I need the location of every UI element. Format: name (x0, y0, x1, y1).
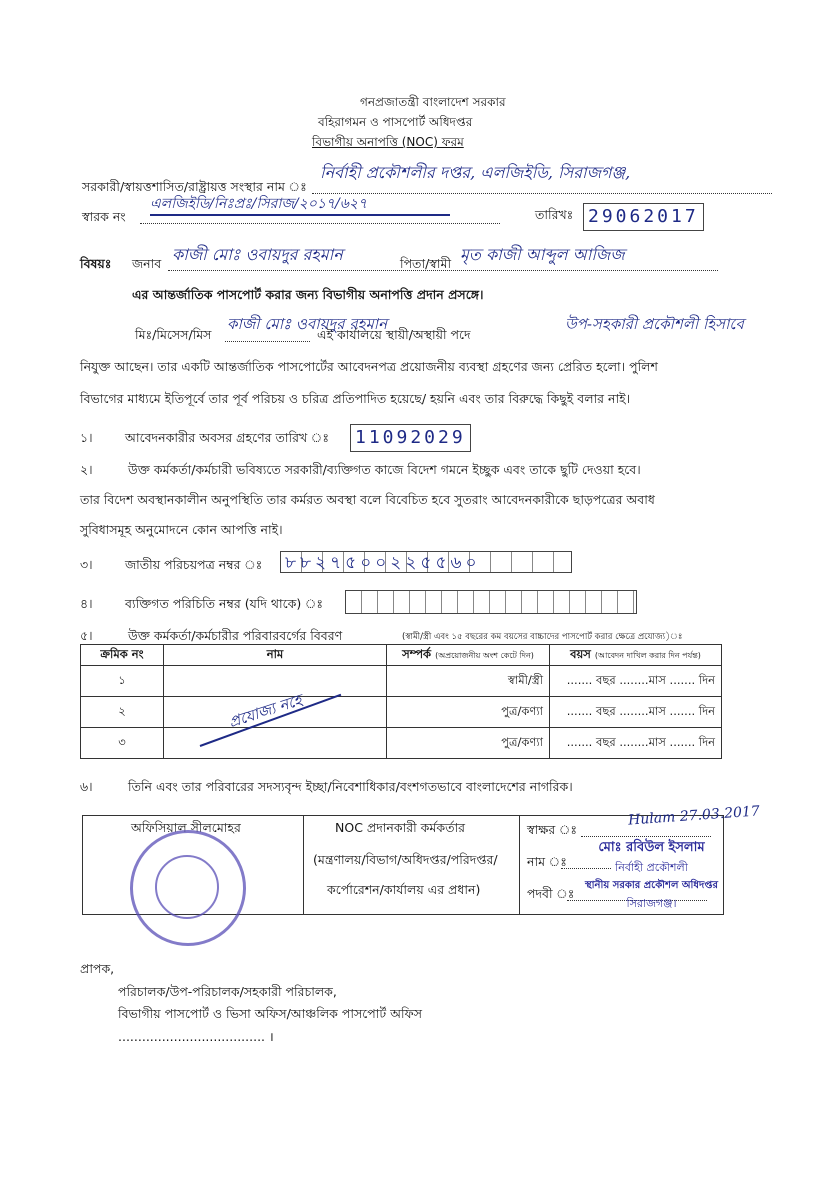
th-relation (387, 645, 550, 666)
row-serial: ১ (81, 666, 164, 697)
table-row (81, 666, 722, 697)
item2-line2: তার বিদেশ অবস্থানকালীন অনুপস্থিতি তার কর্মরত অবস্থা বলে বিবেচিত হবে সুতরাং আবেদনকারীকে ছাড়পত্রের অবাধ (80, 492, 655, 507)
th-age (550, 645, 722, 666)
sign-label: স্বাক্ষর ঃ (527, 822, 578, 837)
org-label: সরকারী/স্বায়ত্তশাসিত/রাষ্ট্রায়ত্ত সংস্থার নাম ঃ (82, 179, 307, 194)
item5-note: (স্বামী/স্ত্রী এবং ১৫ বছরের কম বয়সের বাচ্চাদের পাসপোর্ট করার ক্ষেত্রে প্রযোজ্য)ঃ (402, 632, 683, 642)
item4-num: ৪। (80, 596, 93, 611)
stamp-name: মোঃ রবিউল ইসলাম (598, 840, 705, 855)
row-age: ....... বছর ........মাস ....... দিন (550, 666, 722, 697)
pin-boxes (345, 590, 637, 614)
recipient-line2: বিভাগীয় পাসপোর্ট ও ভিসা অফিস/আঞ্চলিক পাসপোর্ট অফিস (118, 1006, 422, 1021)
item2-line3: সুবিধাসমূহ অনুমোদনে কোন আপত্তি নাই। (80, 522, 283, 537)
memo-dots (140, 223, 500, 224)
th-serial: ক্রমিক নং (81, 645, 164, 666)
row-serial: ৩ (81, 728, 164, 759)
item6-text: তিনি এবং তার পরিবারের সদস্যবৃন্দ ইচ্ছা/নিবেশাধিকার/বংশগতভাবে বাংলাদেশের নাগরিক। (128, 779, 573, 794)
noc-l3: কর্পোরেশন/কার্যালয় এর প্রধান) (327, 882, 481, 897)
subject-parent-label: পিতা/স্বামী (400, 256, 452, 271)
para1-line2: নিযুক্ত আছেন। তার একটি আন্তর্জাতিক পাসপোর্টের আবেদনপত্র প্রয়োজনীয় ব্যবস্থা গ্রহণের জন্য প্রেরিত হলো। পুলিশ (80, 359, 658, 374)
recipient-line1: পরিচালক/উপ-পরিচালক/সহকারী পরিচালক, (118, 984, 337, 999)
table-row (81, 728, 722, 759)
para1-name-dots (225, 341, 310, 342)
item3-label: জাতীয় পরিচয়পত্র নম্বর ঃ (125, 557, 263, 572)
th-age-label: বয়স (570, 646, 591, 661)
official-div2 (519, 816, 520, 914)
row-relation: পুত্র/কণ্যা (387, 728, 550, 759)
row-name (164, 728, 387, 759)
seal-label: অফিসিয়াল সীলমোহর (131, 820, 241, 835)
noc-l1: NOC প্রদানকারী কর্মকর্তার (335, 820, 465, 835)
stamp-loc: সিরাজগঞ্জ। (626, 897, 677, 910)
para1-mid: এই কার্যালয়ে স্থায়ী/অস্থায়ী পদে (317, 327, 471, 342)
recipient-label: প্রাপক, (80, 961, 115, 976)
row-serial: ২ (81, 697, 164, 728)
item3-num: ৩। (80, 557, 93, 572)
item1-num: ১। (80, 430, 93, 445)
seal-inner (155, 855, 219, 919)
item1-label: আবেদনকারীর অবসর গ্রহণের তারিখ ঃ (125, 430, 330, 445)
para1-post: উপ-সহকারী প্রকৌশলী হিসাবে (565, 315, 744, 333)
item5-label: উক্ত কর্মকর্তা/কর্মচারীর পরিবারবর্গের বিবরণ (128, 628, 343, 643)
para1-line3: বিভাগের মাধ্যমে ইতিপূর্বে তার পূর্ব পরিচয় ও চরিত্র প্রতিপাদিত হয়েছে/ হয়নি এবং তার বিরুদ্ধে কিছুই বলার নাই। (80, 391, 631, 406)
name-label: নাম ঃ (527, 854, 567, 869)
subject-line2: এর আন্তর্জাতিক পাসপোর্ট করার জন্য বিভাগীয় অনাপত্তি প্রদান প্রসঙ্গে। (132, 287, 484, 302)
sign-dots (581, 836, 711, 837)
official-div1 (303, 816, 304, 914)
para1-prefix: মিঃ/মিসেস/মিস (135, 327, 212, 342)
table-row (81, 697, 722, 728)
para1-name: কাজী মোঃ ওবায়দুর রহমান (227, 315, 388, 333)
officer-stamp (585, 838, 718, 914)
item5-num: ৫। (80, 628, 93, 643)
row-name (164, 666, 387, 697)
header-line2: বহিরাগমন ও পাসপোর্ট অধিদপ্তর (318, 115, 473, 129)
date-label: তারিখঃ (535, 207, 574, 222)
item2-line1: উক্ত কর্মকর্তা/কর্মচারী ভবিষ্যতে সরকারী/ব্যক্তিগত কাজে বিদেশ গমনে ইচ্ছুক এবং তাকে ছুটি দেওয়া হবে। (128, 462, 641, 477)
form-title: বিভাগীয় অনাপত্তি (NOC) ফরম (312, 135, 464, 149)
official-seal (130, 830, 246, 946)
date-value: 29062017 (583, 203, 704, 231)
row-relation: স্বামী/স্ত্রী (387, 666, 550, 697)
family-table (80, 644, 722, 759)
stamp-org: স্থানীয় সরকার প্রকৌশল অধিদপ্তর (585, 880, 718, 891)
stamp-post: নির্বাহী প্রকৌশলী (615, 861, 688, 874)
subject-parent: মৃত কাজী আব্দুল আজিজ (460, 245, 625, 264)
signature: Hulam 27.03.2017 (627, 803, 761, 829)
row-age: ....... বছর ........মাস ....... দিন (550, 697, 722, 728)
th-relation-note: (অপ্রয়োজনীয় অংশ কেটে দিন) (435, 650, 534, 660)
memo-value: এলজিইডি/নিঃপ্রঃ/সিরাজ/২০১৭/৬২৭ (150, 196, 368, 212)
memo-strike (150, 214, 450, 216)
subject-label: বিষয়ঃ (80, 256, 112, 271)
item2-num: ২। (80, 462, 93, 477)
row-relation: পুত্র/কণ্যা (387, 697, 550, 728)
header-line1: গনপ্রজাতন্ত্রী বাংলাদেশ সরকার (360, 95, 506, 109)
org-value: নির্বাহী প্রকৌশলীর দপ্তর, এলজিইডি, সিরাজগঞ্জ, (320, 163, 631, 182)
row-age: ....... বছর ........মাস ....... দিন (550, 728, 722, 759)
post-label: পদবী ঃ (527, 886, 575, 901)
subject-prefix: জনাব (132, 256, 162, 271)
item6-num: ৬। (80, 779, 93, 794)
nid-value: ৮৮২৭৫০০২২৫৫৬০ (280, 551, 572, 573)
item4-label: ব্যক্তিগত পরিচিতি নম্বর (যদি থাকে) ঃ (125, 596, 324, 611)
memo-label: স্বারক নং (82, 209, 126, 224)
th-name: নাম (164, 645, 387, 666)
table-handwritten: প্রযোজ্য নহে (226, 690, 305, 732)
th-age-note: (আবেদন দাখিল করার দিন পর্যন্ত) (594, 650, 701, 660)
th-relation-label: সম্পর্ক (402, 646, 432, 661)
retirement-date: 11092029 (350, 424, 471, 452)
recipient-line3: ..................................... । (118, 1029, 274, 1044)
noc-l2: (মন্ত্রণালয়/বিভাগ/অধিদপ্তর/পরিদপ্তর/ (313, 852, 498, 867)
subject-name: কাজী মোঃ ওবায়দুর রহমান (172, 245, 343, 264)
